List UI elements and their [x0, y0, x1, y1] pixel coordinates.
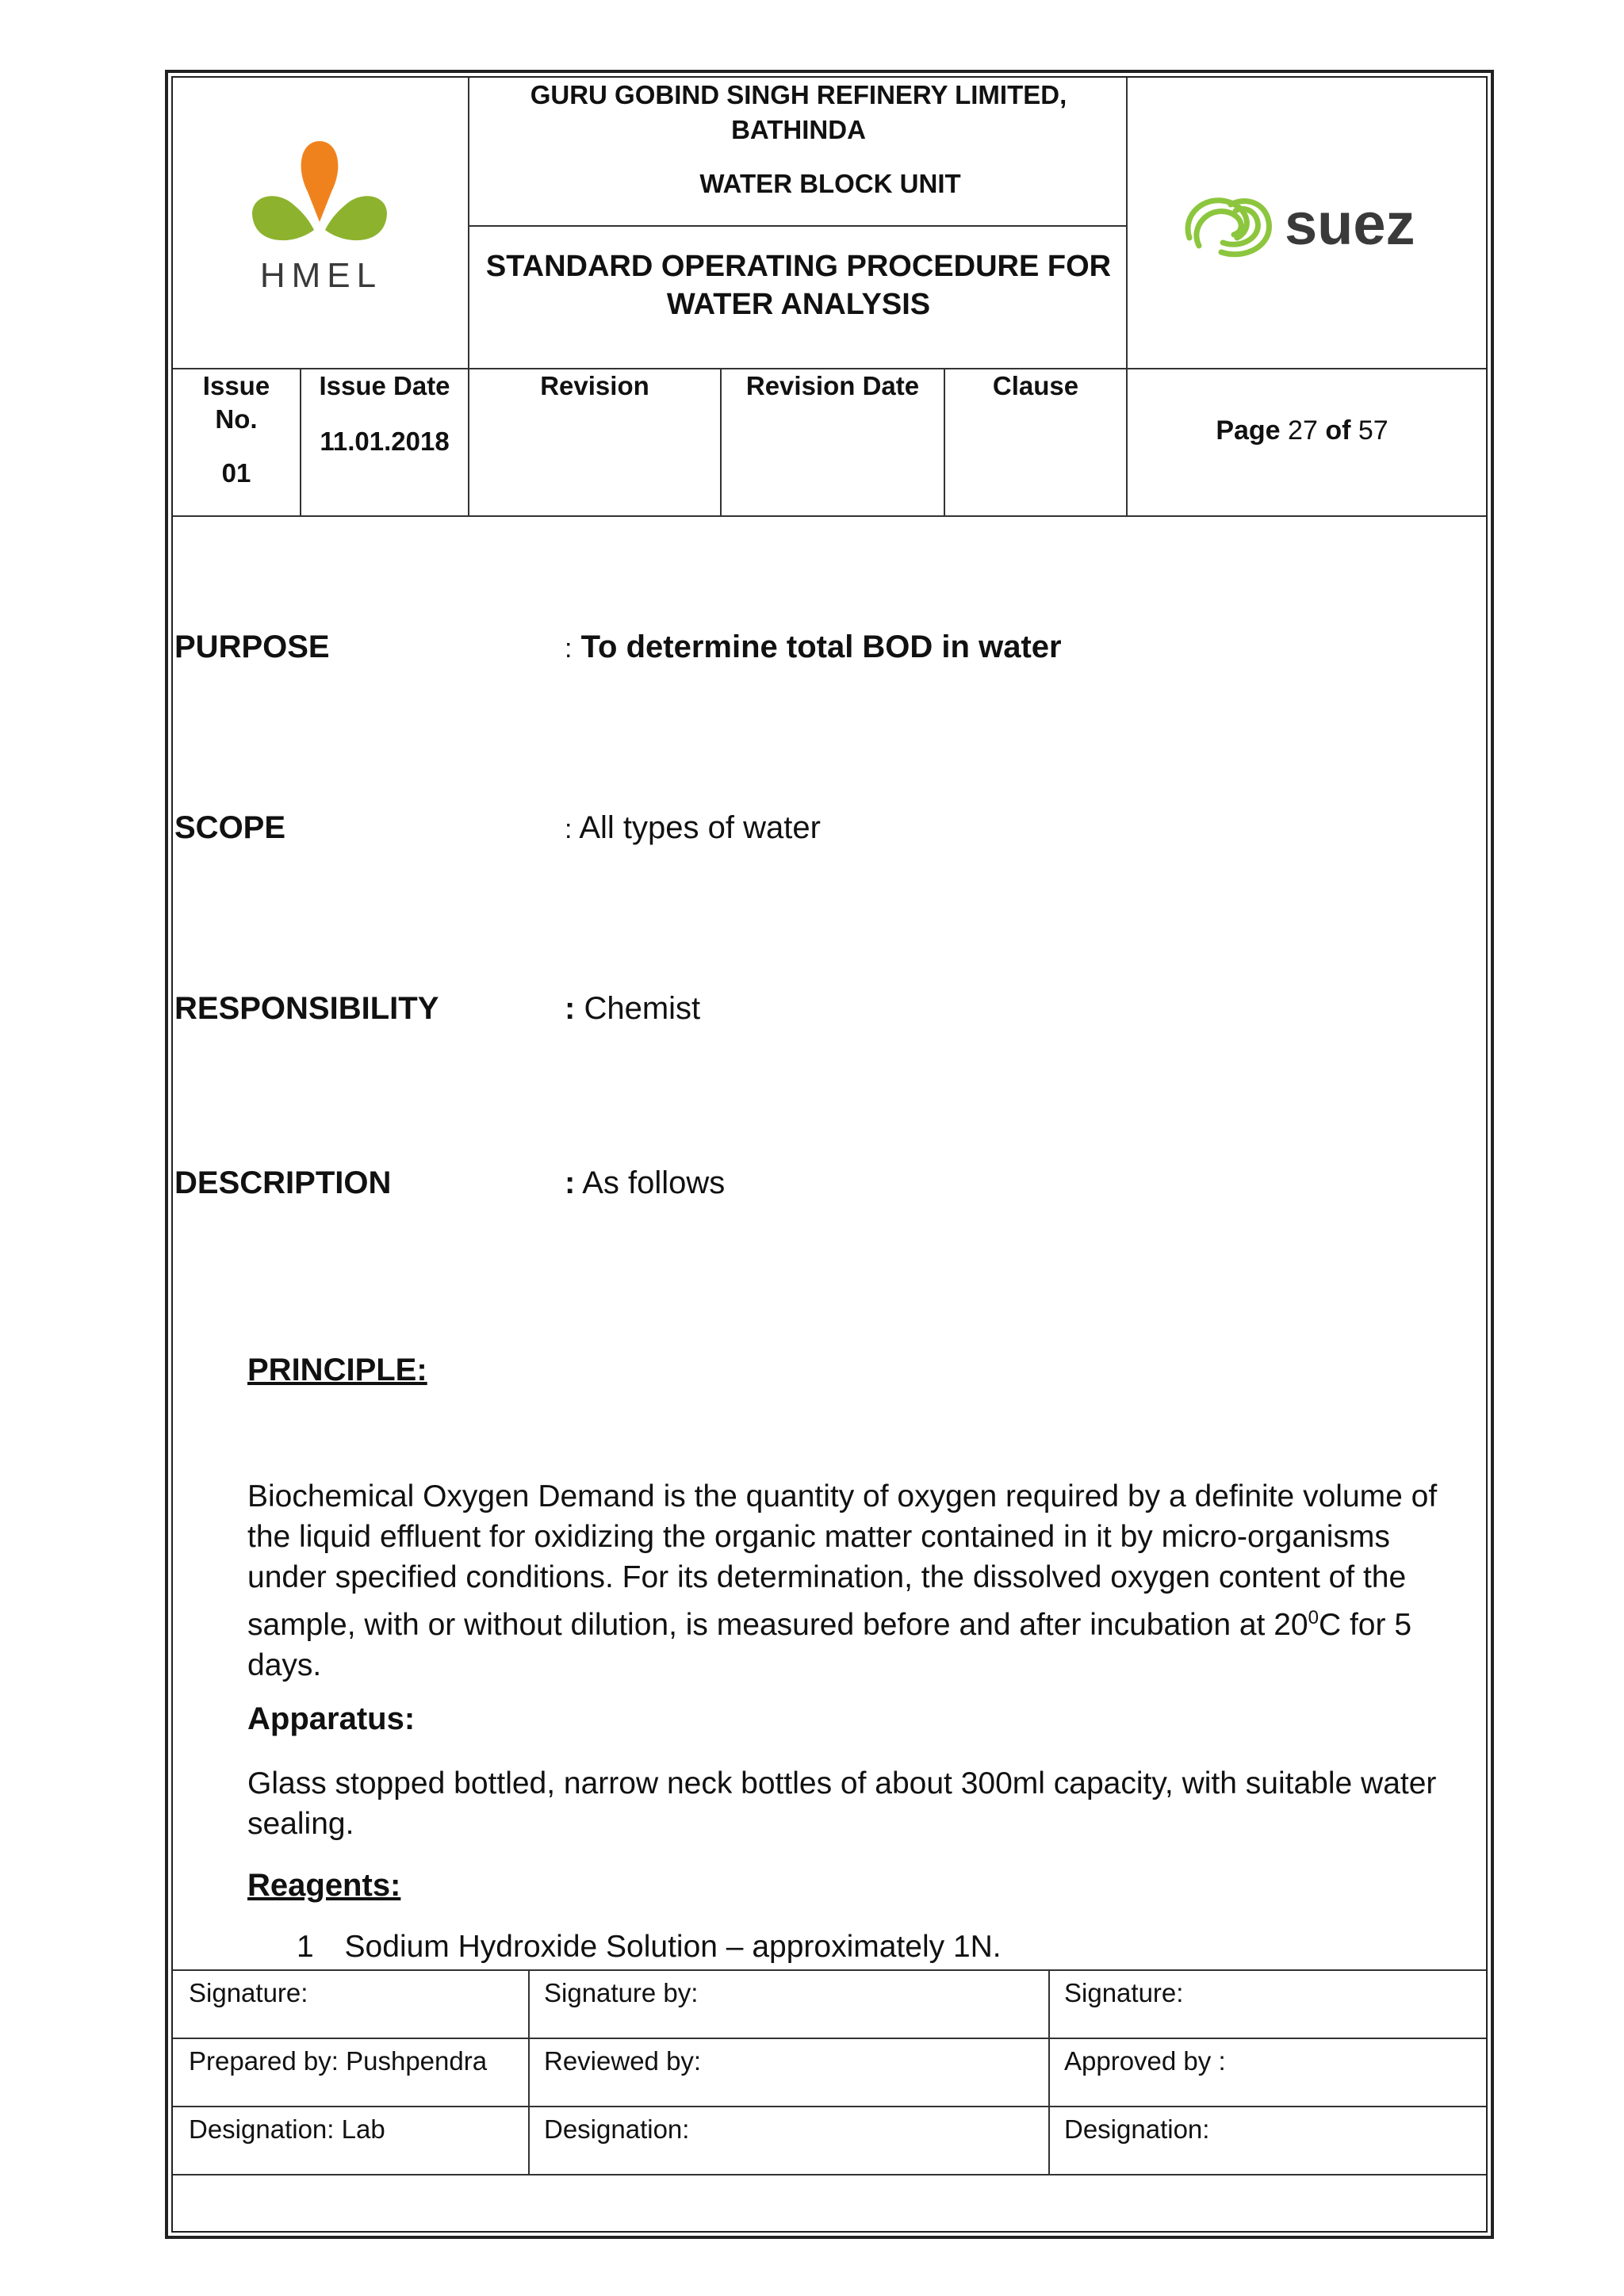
reagent-1-number: 1 — [297, 1930, 314, 1964]
purpose-value — [565, 628, 1062, 668]
revision-label: Revision — [540, 371, 649, 400]
description-colon: : — [565, 1165, 576, 1200]
scope-text: All types of water — [579, 810, 821, 845]
purpose-text: To determine total BOD in water — [580, 629, 1062, 664]
sig-designation-2: Designation: — [544, 2114, 690, 2144]
revision-date-label: Revision Date — [745, 371, 920, 400]
issue-no-value: 01 — [221, 458, 251, 488]
sig-prepared-by: Prepared by: Pushpendra — [189, 2046, 488, 2076]
responsibility-value — [565, 989, 700, 1027]
purpose-label: PURPOSE — [174, 629, 330, 664]
sig-designation-3: Designation: — [1064, 2114, 1210, 2144]
sig-designation-1: Designation: Lab — [189, 2114, 385, 2144]
suez-logo — [1174, 182, 1435, 270]
sig-reviewed-by: Reviewed by: — [544, 2046, 702, 2076]
sig-signature-1: Signature: — [189, 1978, 308, 2007]
page-word: Page — [1216, 415, 1281, 446]
principle-text: Biochemical Oxygen Demand is the quantity of oxygen required by a definite volume of the liquid effluent for oxidizing the organic matter contained in it by micro-organisms under specified conditions. For its determination, the dissolved oxygen content of the sample, with or without dilution, is measured before and after incubation at 20 — [247, 1479, 1438, 1642]
reagent-1-text: Sodium Hydroxide Solution – approximately 1N. — [344, 1930, 1002, 1964]
company-name-line2: BATHINDA — [731, 115, 866, 144]
responsibility-colon: : — [565, 991, 576, 1026]
reagents-heading: Reagents: — [247, 1868, 401, 1903]
issue-date-value: 11.01.2018 — [320, 427, 450, 456]
reagent-item-1 — [297, 1928, 1002, 1966]
company-name-line1: GURU GOBIND SINGH REFINERY LIMITED, — [530, 80, 1067, 109]
issue-no-cell — [173, 369, 300, 490]
clause-label: Clause — [992, 371, 1079, 400]
description-label: DESCRIPTION — [174, 1165, 392, 1200]
sig-approved-by: Approved by : — [1064, 2046, 1226, 2076]
hmel-logo-text: HMEL — [259, 256, 383, 293]
suez-logo-text: suez — [1285, 191, 1415, 257]
sig-signature-by: Signature by: — [544, 1978, 699, 2007]
issue-no-label-1: Issue — [202, 371, 270, 400]
description-value — [565, 1164, 725, 1202]
company-name — [471, 78, 1126, 147]
page-total: 57 — [1358, 415, 1388, 446]
document-title-line1: STANDARD OPERATING PROCEDURE FOR — [485, 250, 1112, 283]
scope-label: SCOPE — [174, 810, 286, 845]
scope-value — [565, 809, 821, 848]
apparatus-text: Glass stopped bottled, narrow neck bottles of about 300ml capacity, with suitable water sealing. — [247, 1766, 1437, 1841]
hmel-logo — [238, 135, 404, 293]
unit-name: WATER BLOCK UNIT — [699, 169, 961, 198]
principle-tail: C for 5 days. — [247, 1608, 1412, 1682]
purpose-colon: : — [565, 633, 573, 664]
document-title-line2: WATER ANALYSIS — [666, 288, 931, 321]
principle-superscript: 0 — [1308, 1607, 1319, 1628]
issue-date-cell — [301, 369, 468, 458]
responsibility-text: Chemist — [584, 991, 701, 1026]
document-title — [471, 247, 1126, 323]
issue-date-label: Issue Date — [319, 371, 450, 400]
scope-colon: : — [565, 814, 573, 844]
page-of: of — [1325, 415, 1351, 446]
principle-paragraph — [247, 1476, 1469, 1686]
issue-no-label-2: No. — [215, 404, 258, 434]
responsibility-label: RESPONSIBILITY — [174, 991, 439, 1026]
apparatus-heading: Apparatus: — [247, 1701, 416, 1736]
description-text: As follows — [582, 1165, 726, 1200]
page-number — [1128, 414, 1477, 447]
principle-heading: PRINCIPLE: — [247, 1353, 427, 1387]
sig-signature-3: Signature: — [1064, 1978, 1184, 2007]
page-current: 27 — [1288, 415, 1318, 446]
